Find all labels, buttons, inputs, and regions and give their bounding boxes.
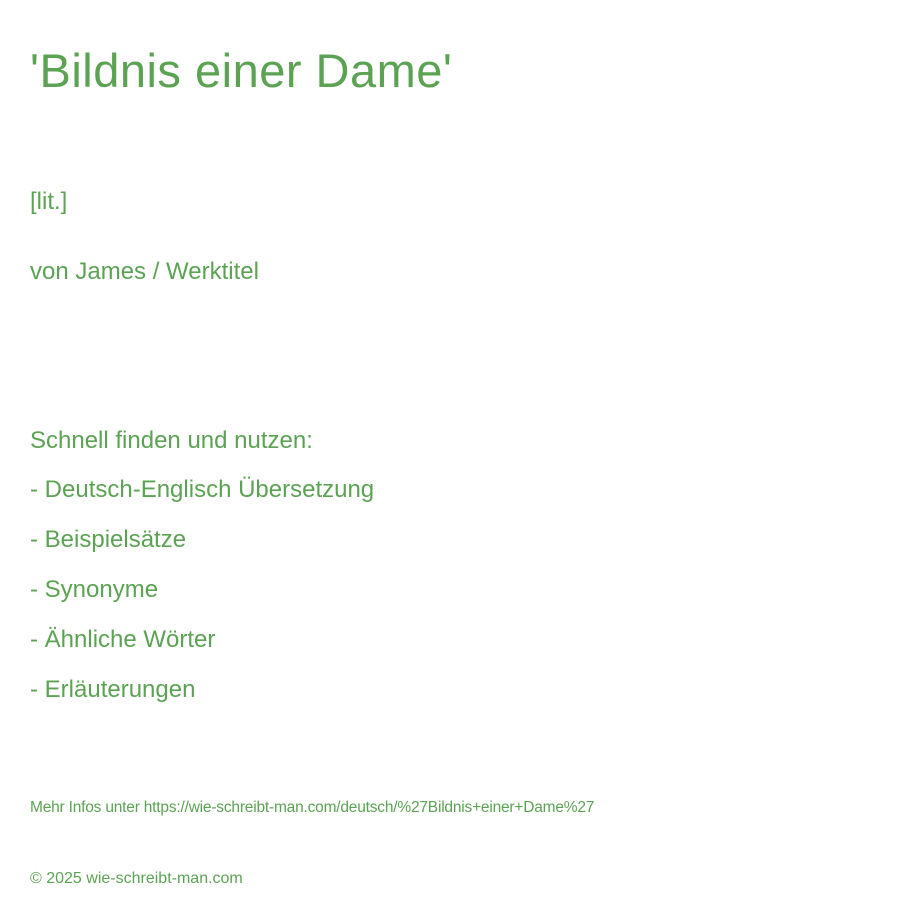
features-list	[30, 476, 870, 704]
attribution-line: von James / Werktitel	[30, 257, 259, 285]
literature-tag: [lit.]	[30, 188, 68, 216]
feature-item-similar-words: - Ähnliche Wörter	[30, 625, 216, 653]
feature-item-example-sentences: - Beispielsätze	[30, 526, 187, 554]
feature-item-translation: - Deutsch-Englisch Übersetzung	[30, 476, 375, 504]
more-info-url-line: Mehr Infos unter https://wie-schreibt-man.com/deutsch/%27Bildnis+einer+Dame%27	[30, 799, 595, 817]
features-heading: Schnell finden und nutzen:	[30, 426, 313, 454]
feature-item-explanations: - Erläuterungen	[30, 675, 196, 703]
feature-item-synonyms: - Synonyme	[30, 576, 159, 604]
page-title: 'Bildnis einer Dame'	[30, 44, 453, 97]
copyright: © 2025 wie-schreibt-man.com	[30, 869, 243, 887]
